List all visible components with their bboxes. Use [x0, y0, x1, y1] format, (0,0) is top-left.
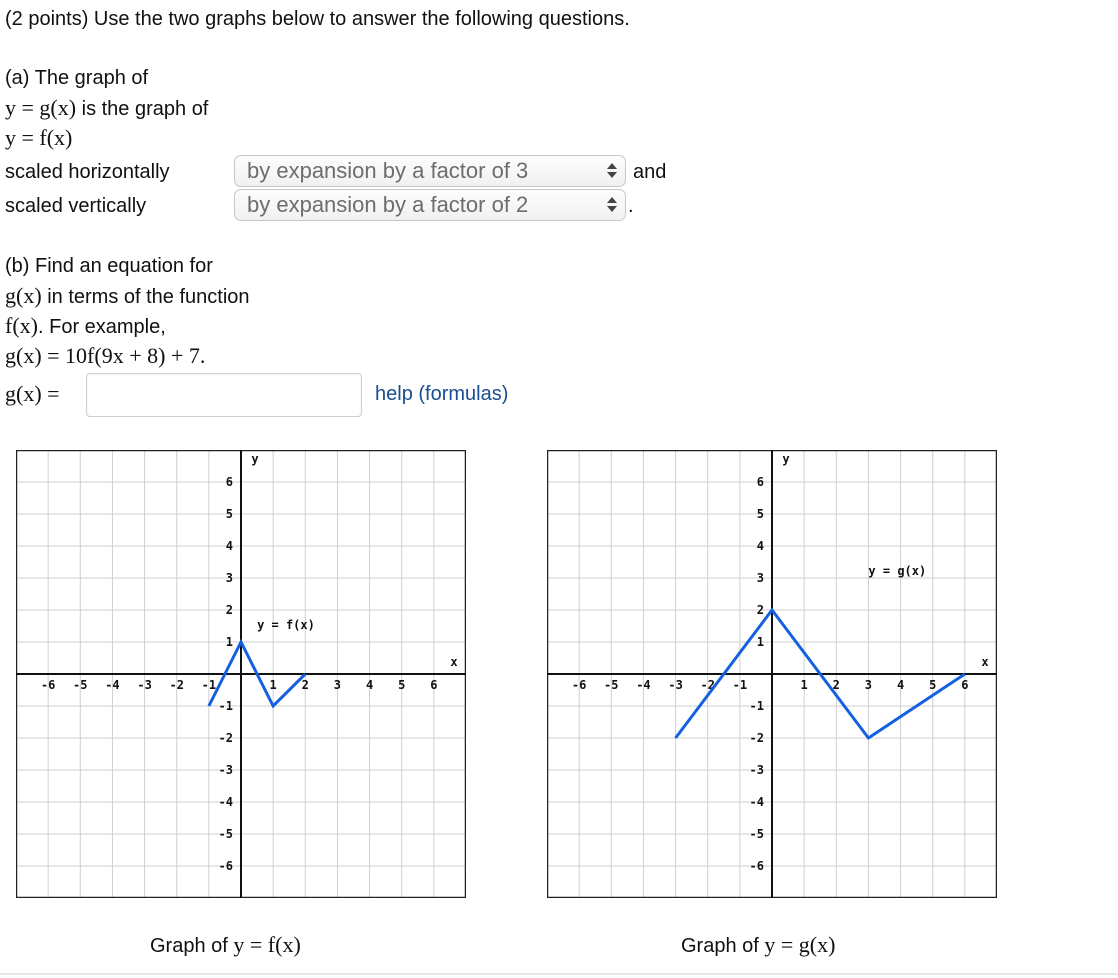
x-tick-label: -6	[40, 678, 56, 692]
period-text: .	[628, 195, 634, 217]
y-tick-label: -6	[749, 859, 764, 873]
y-tick-label: -3	[218, 763, 233, 777]
x-tick-label: 3	[864, 678, 873, 692]
caption-g	[681, 932, 835, 958]
y-tick-label: 2	[225, 603, 233, 617]
answer-label: g(x) =	[5, 381, 60, 406]
caption-f-text: Graph of	[150, 935, 234, 957]
x-tick-label: 2	[832, 678, 840, 692]
y-tick-label: -5	[218, 827, 233, 841]
x-tick-label: -1	[201, 678, 217, 692]
part-b-line3-text: . For example,	[37, 316, 166, 338]
y-tick-label: -1	[749, 699, 764, 713]
y-tick-label: 6	[225, 475, 233, 489]
caption-g-math: y = g(x)	[764, 932, 836, 957]
x-tick-label: -5	[73, 678, 88, 692]
f-equation: y = f(x)	[5, 125, 73, 150]
x-tick-label: 1	[800, 678, 808, 692]
x-tick-label: 2	[301, 678, 309, 692]
y-tick-label: -2	[218, 731, 233, 745]
y-tick-label: 5	[756, 507, 764, 521]
graph-f	[16, 450, 466, 898]
caption-g-text: Graph of	[681, 935, 765, 957]
x-tick-label: -3	[137, 678, 152, 692]
y-tick-label: -2	[749, 731, 764, 745]
curve-label: y = g(x)	[868, 563, 927, 578]
vertical-scale-value: by expansion by a factor of 2	[247, 192, 529, 217]
x-tick-label: -2	[169, 678, 184, 692]
select-arrows-icon	[607, 197, 616, 214]
caption-f-math: y = f(x)	[233, 932, 301, 957]
x-tick-label: 1	[269, 678, 277, 692]
y-axis-label: y	[251, 452, 259, 466]
y-tick-label: -3	[749, 763, 764, 777]
problem-intro: (2 points) Use the two graphs below to answer the following questions.	[5, 8, 630, 30]
x-tick-label: -6	[571, 678, 587, 692]
bottom-divider	[0, 973, 1118, 975]
horizontal-scale-select[interactable]	[234, 155, 626, 187]
x-tick-label: -5	[604, 678, 619, 692]
x-tick-label: 6	[961, 678, 969, 692]
y-tick-label: -1	[218, 699, 233, 713]
y-tick-label: -6	[218, 859, 233, 873]
y-tick-label: 3	[756, 571, 764, 585]
select-arrows-icon	[607, 163, 616, 180]
x-tick-label: 3	[333, 678, 342, 692]
graph-g	[547, 450, 997, 898]
y-tick-label: 5	[225, 507, 233, 521]
example-equation: g(x) = 10f(9x + 8) + 7.	[5, 343, 206, 368]
x-tick-label: -2	[700, 678, 715, 692]
g-of-x: g(x)	[5, 283, 42, 308]
part-a-lead: (a) The graph of	[5, 67, 149, 89]
y-tick-label: 1	[756, 635, 764, 649]
part-a-line2-text: is the graph of	[76, 98, 209, 120]
answer-input[interactable]	[86, 373, 362, 417]
x-tick-label: -4	[105, 678, 120, 692]
part-a-line2	[5, 95, 208, 121]
vertical-scale-label: scaled vertically	[5, 195, 147, 217]
x-tick-label: 4	[896, 678, 905, 692]
x-tick-label: -3	[668, 678, 683, 692]
help-formulas-link[interactable]: help (formulas)	[375, 383, 509, 405]
x-axis-label: x	[981, 655, 989, 669]
y-tick-label: 2	[756, 603, 764, 617]
x-tick-label: -4	[636, 678, 651, 692]
y-tick-label: -4	[749, 795, 764, 809]
horizontal-scale-value: by expansion by a factor of 3	[247, 158, 529, 183]
curve-label: y = f(x)	[257, 618, 315, 633]
x-axis-label: x	[450, 655, 458, 669]
vertical-scale-select[interactable]	[234, 189, 626, 221]
x-tick-label: 5	[398, 678, 406, 692]
y-tick-label: -4	[218, 795, 233, 809]
x-tick-label: 6	[430, 678, 438, 692]
y-tick-label: 6	[756, 475, 764, 489]
horizontal-scale-label: scaled horizontally	[5, 161, 170, 183]
part-b-line3	[5, 313, 166, 339]
y-tick-label: 4	[756, 539, 764, 553]
y-tick-label: 4	[225, 539, 233, 553]
y-axis-label: y	[782, 452, 790, 466]
y-tick-label: 1	[225, 635, 233, 649]
part-b-line2-text: in terms of the function	[41, 286, 250, 308]
y-tick-label: 3	[225, 571, 233, 585]
caption-f	[150, 932, 301, 958]
x-tick-label: 4	[365, 678, 374, 692]
and-text: and	[633, 161, 667, 183]
f-of-x: f(x)	[5, 313, 38, 338]
g-equation: y = g(x)	[5, 95, 77, 120]
x-tick-label: -1	[732, 678, 748, 692]
part-b-lead: (b) Find an equation for	[5, 255, 213, 277]
y-tick-label: -5	[749, 827, 764, 841]
part-b-line2	[5, 283, 250, 309]
x-tick-label: 5	[929, 678, 937, 692]
